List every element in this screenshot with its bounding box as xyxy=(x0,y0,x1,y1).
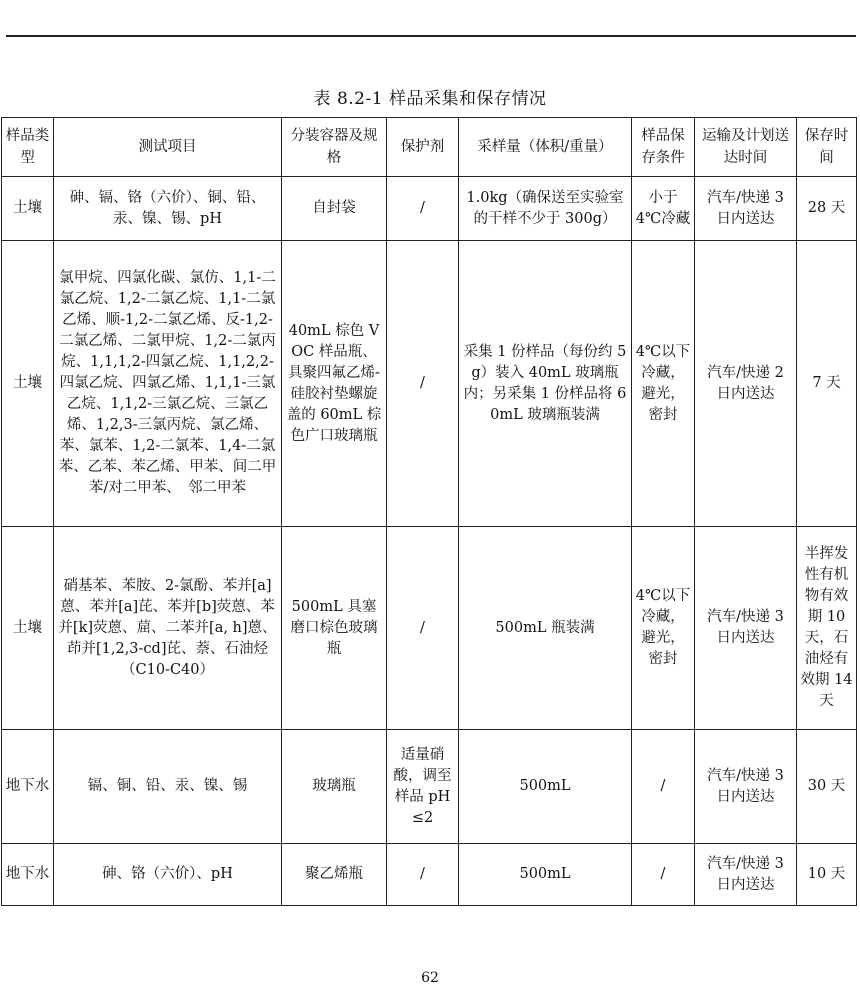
header-cell: 分装容器及规格 xyxy=(282,118,387,177)
cell-condition: 4℃以下冷藏，避光，密封 xyxy=(632,527,695,730)
cell-holding-time: 30 天 xyxy=(797,730,857,844)
cell-condition: / xyxy=(632,844,695,906)
cell-holding-time: 半挥发性有机物有效期 10 天，石油烃有效期 14 天 xyxy=(797,527,857,730)
cell-condition: 小于 4℃冷藏 xyxy=(632,177,695,241)
cell-sample-type: 地下水 xyxy=(2,844,54,906)
cell-holding-time: 10 天 xyxy=(797,844,857,906)
cell-transport: 汽车/快递 2 日内送达 xyxy=(695,241,797,527)
cell-condition: 4℃以下冷藏，避光，密封 xyxy=(632,241,695,527)
page-number: 62 xyxy=(421,970,439,986)
table-title: 表 8.2-1 样品采集和保存情况 xyxy=(313,89,547,109)
header-cell: 采样量（体积/重量） xyxy=(459,118,632,177)
cell-holding-time: 28 天 xyxy=(797,177,857,241)
cell-test-items: 氯甲烷、四氯化碳、氯仿、1,1-二氯乙烷、1,2-二氯乙烷、1,1-二氯乙烯、顺-1,2-二氯乙烯、反-1,2-二氯乙烯、二氯甲烷、1,2-二氯丙烷、1,1,1,2-四氯乙烷、1,1,2,2-四氯乙烷、四氯乙烯、1,1,1-三氯乙烷、1,1,2-三氯乙烷、三氯乙烯、1,2,3-三氯丙烷、氯乙烯、苯、氯苯、1,2-二氯苯、1,4-二氯苯、乙苯、苯乙烯、甲苯、间二甲苯/对二甲苯、 邻二甲苯 xyxy=(54,241,282,527)
cell-amount: 500mL 瓶装满 xyxy=(459,527,632,730)
header-cell: 测试项目 xyxy=(54,118,282,177)
cell-preservative: 适量硝酸，调至样品 pH≤2 xyxy=(387,730,459,844)
cell-container: 玻璃瓶 xyxy=(282,730,387,844)
cell-test-items: 硝基苯、苯胺、2-氯酚、苯并[a]蒽、苯并[a]芘、苯并[b]荧蒽、苯并[k]荧蒽、䓛、二苯并[a, h]蒽、茚并[1,2,3-cd]芘、萘、石油烃（C10-C40） xyxy=(54,527,282,730)
cell-transport: 汽车/快递 3 日内送达 xyxy=(695,844,797,906)
cell-preservative: / xyxy=(387,177,459,241)
cell-preservative: / xyxy=(387,241,459,527)
table-row xyxy=(2,177,857,241)
cell-test-items: 砷、铬（六价）、pH xyxy=(54,844,282,906)
cell-transport: 汽车/快递 3 日内送达 xyxy=(695,527,797,730)
cell-preservative: / xyxy=(387,527,459,730)
cell-container: 40mL 棕色 VOC 样品瓶、具聚四氟乙烯-硅胶衬垫螺旋盖的 60mL 棕色广口玻璃瓶 xyxy=(282,241,387,527)
cell-amount: 500mL xyxy=(459,844,632,906)
header-cell: 保护剂 xyxy=(387,118,459,177)
table-row xyxy=(2,844,857,906)
cell-amount: 1.0kg（确保送至实验室的干样不少于 300g） xyxy=(459,177,632,241)
cell-preservative: / xyxy=(387,844,459,906)
cell-container: 聚乙烯瓶 xyxy=(282,844,387,906)
cell-container: 500mL 具塞磨口棕色玻璃瓶 xyxy=(282,527,387,730)
table-row xyxy=(2,527,857,730)
cell-transport: 汽车/快递 3 日内送达 xyxy=(695,177,797,241)
cell-sample-type: 土壤 xyxy=(2,527,54,730)
sampling-table xyxy=(1,117,857,906)
header-rule xyxy=(6,35,856,37)
header-cell: 样品保存条件 xyxy=(632,118,695,177)
header-cell: 运输及计划送达时间 xyxy=(695,118,797,177)
cell-sample-type: 土壤 xyxy=(2,177,54,241)
cell-test-items: 砷、镉、铬（六价）、铜、铅、汞、镍、锡、pH xyxy=(54,177,282,241)
header-cell: 保存时间 xyxy=(797,118,857,177)
cell-transport: 汽车/快递 3 日内送达 xyxy=(695,730,797,844)
header-cell: 样品类型 xyxy=(2,118,54,177)
header-row xyxy=(2,118,857,177)
table-row xyxy=(2,241,857,527)
cell-container: 自封袋 xyxy=(282,177,387,241)
cell-test-items: 镉、铜、铅、汞、镍、锡 xyxy=(54,730,282,844)
cell-amount: 500mL xyxy=(459,730,632,844)
cell-sample-type: 土壤 xyxy=(2,241,54,527)
cell-condition: / xyxy=(632,730,695,844)
cell-amount: 采集 1 份样品（每份约 5g）装入 40mL 玻璃瓶内；另采集 1 份样品将 60mL 玻璃瓶装满 xyxy=(459,241,632,527)
cell-sample-type: 地下水 xyxy=(2,730,54,844)
table-row xyxy=(2,730,857,844)
cell-holding-time: 7 天 xyxy=(797,241,857,527)
